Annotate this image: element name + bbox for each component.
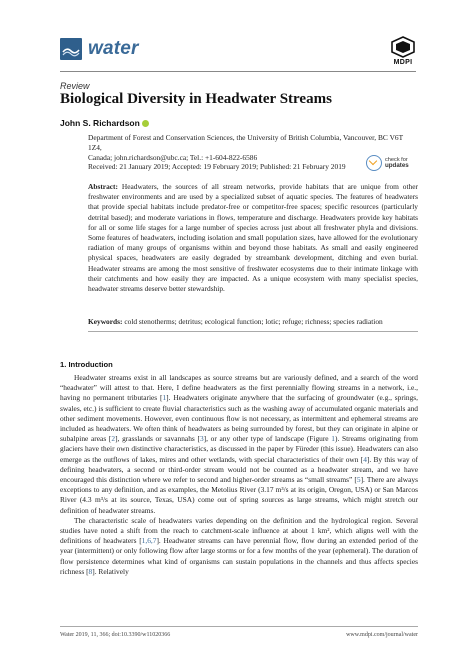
abstract-text: Headwaters, the sources of all stream networks, provide habitats that are unique from other freshwater environments and are used by a specialized subset of aquatic species. The features of headwaters that provide special habitats include predator-free or competitor-free spaces; specific resources (particularly detrital based); and moderate variations in flows, temperature and discharge. Headwaters provide key habitats for all or some life stages for a large number of species across just about all freshwater phyla and divisions. Some features of headwaters, including isolation and small population sizes, have allowed for the evolutionary radiation of many groups of organisms within and beyond those habitats. As small and easily engineered physical spaces, headwaters are easily degraded by streambank development, ditching and even burial. Headwater streams are among the most sensitive of freshwater ecosystems due to their intimate linkage with their catchments and how easily they are impacted. As a unique ecosystem with many specialist species, headwater streams deserve better stewardship. — [88, 182, 418, 294]
paragraph-2: The characteristic scale of headwaters varies depending on the definition and the hydrological region. Several studies have noted a shift from the reach to catchment-scale influence at about 1 km², which aligns well with the definitions of headwaters [1,6,7]. Headwater streams can have perennial flow, flow during an extended period of the year (intermittent) or only following flow after large storms or for a few months of the year (ephemeral). The duration of flow persistence determines what kind of organisms can sustain populations in the channels and thus affects species richness [8]. Relatively — [60, 515, 419, 576]
mdpi-badge-icon — [390, 36, 416, 58]
publisher-name: MDPI — [393, 59, 413, 66]
citation-link[interactable]: 1 — [162, 393, 167, 403]
check-for-updates-badge[interactable] — [366, 155, 409, 171]
orcid-icon[interactable] — [142, 120, 149, 127]
article-title: Biological Diversity in Headwater Streams — [60, 91, 332, 107]
abstract — [88, 182, 418, 294]
journal-logo[interactable] — [60, 38, 139, 60]
updates-icon — [366, 155, 382, 171]
footer-citation: Water 2019, 11, 366; doi:10.3390/w11020366 — [60, 632, 171, 638]
abstract-divider — [88, 331, 418, 332]
paragraph-1: Headwater streams exist in all landscapes as source streams but are variously defined, and a search of the word “headwater” will attest to that. Here, I define headwaters as the first perennially flowing streams in a network, i.e., having no permanent tributaries [1]. Headwaters originate anywhere that the surfacing of groundwater (e.g., springs, swales, etc.) is sufficient to create fluvial characteristics such as the washing away of accumulated organic materials and other sediment movements. However, even continuous flow is not necessary, as intermittent and ephemeral streams are included as headwaters. We often think of headwaters as being surrounded by forest, but they can originate in alpine or subalpine areas [2], grasslands or savannahs [3], or any other type of landscape (Figure 1). Streams originating from glaciers have their own distinctive characteristics, as discussed in the paper by Füreder (this issue). Headwaters can also emerge as the outflows of lakes, mires and other wetlands, with special characteristics of their own [4]. By this way of defining headwaters, a second or third-order stream would not be counted as a headwater stream, and we have encouraged this distinction where we refer to second and higher-order streams as “small streams” [5]. There are always exceptions to any definition, and as examples, the Metolius River (3.17 m³/s at its origin, Oregon, USA) or San Marcos River (4.3 m³/s at its source, Texas, USA) come out of spring sources as large streams, which might stretch our definition of headwater streams. — [60, 373, 419, 515]
publisher-logo[interactable] — [390, 36, 416, 66]
abstract-label: Abstract: — [88, 182, 118, 191]
keywords-label: Keywords: — [88, 317, 123, 326]
citation-link[interactable]: 3 — [199, 434, 204, 444]
updates-label — [385, 157, 409, 169]
water-drop-icon — [60, 38, 82, 60]
article-type: Review — [60, 81, 90, 91]
citation-link[interactable]: 5 — [356, 475, 361, 485]
header-divider — [60, 71, 416, 72]
keywords-text: cold stenotherms; detritus; ecological function; lotic; refuge; richness; species radiation — [124, 317, 383, 326]
citation-link[interactable]: 1,6,7 — [141, 536, 157, 546]
body-text — [60, 373, 418, 577]
citation-link[interactable]: 2 — [111, 434, 116, 444]
affiliation-line-2: Canada; john.richardson@ubc.ca; Tel.: +1-604-822-6586 — [88, 153, 258, 163]
publication-dates: Received: 21 January 2019; Accepted: 19 February 2019; Published: 21 February 2019 — [88, 162, 346, 171]
updates-line-2: updates — [385, 162, 409, 169]
footer-divider — [60, 626, 418, 627]
footer — [60, 632, 418, 638]
updates-line-1: check for — [385, 156, 408, 163]
keywords — [88, 317, 418, 327]
journal-name: water — [88, 38, 139, 59]
citation-link[interactable]: 4 — [363, 454, 367, 464]
footer-url[interactable]: www.mdpi.com/journal/water — [346, 632, 418, 638]
affiliation-line-1: Department of Forest and Conservation Sciences, the University of British Columbia, Vancouver, BC V6T 1Z4, — [88, 133, 403, 153]
section-heading: 1. Introduction — [60, 360, 113, 369]
author-line — [60, 118, 149, 128]
figure-link[interactable]: 1 — [331, 434, 335, 444]
author-name[interactable]: John S. Richardson — [60, 118, 140, 128]
citation-link[interactable]: 8 — [88, 566, 93, 576]
